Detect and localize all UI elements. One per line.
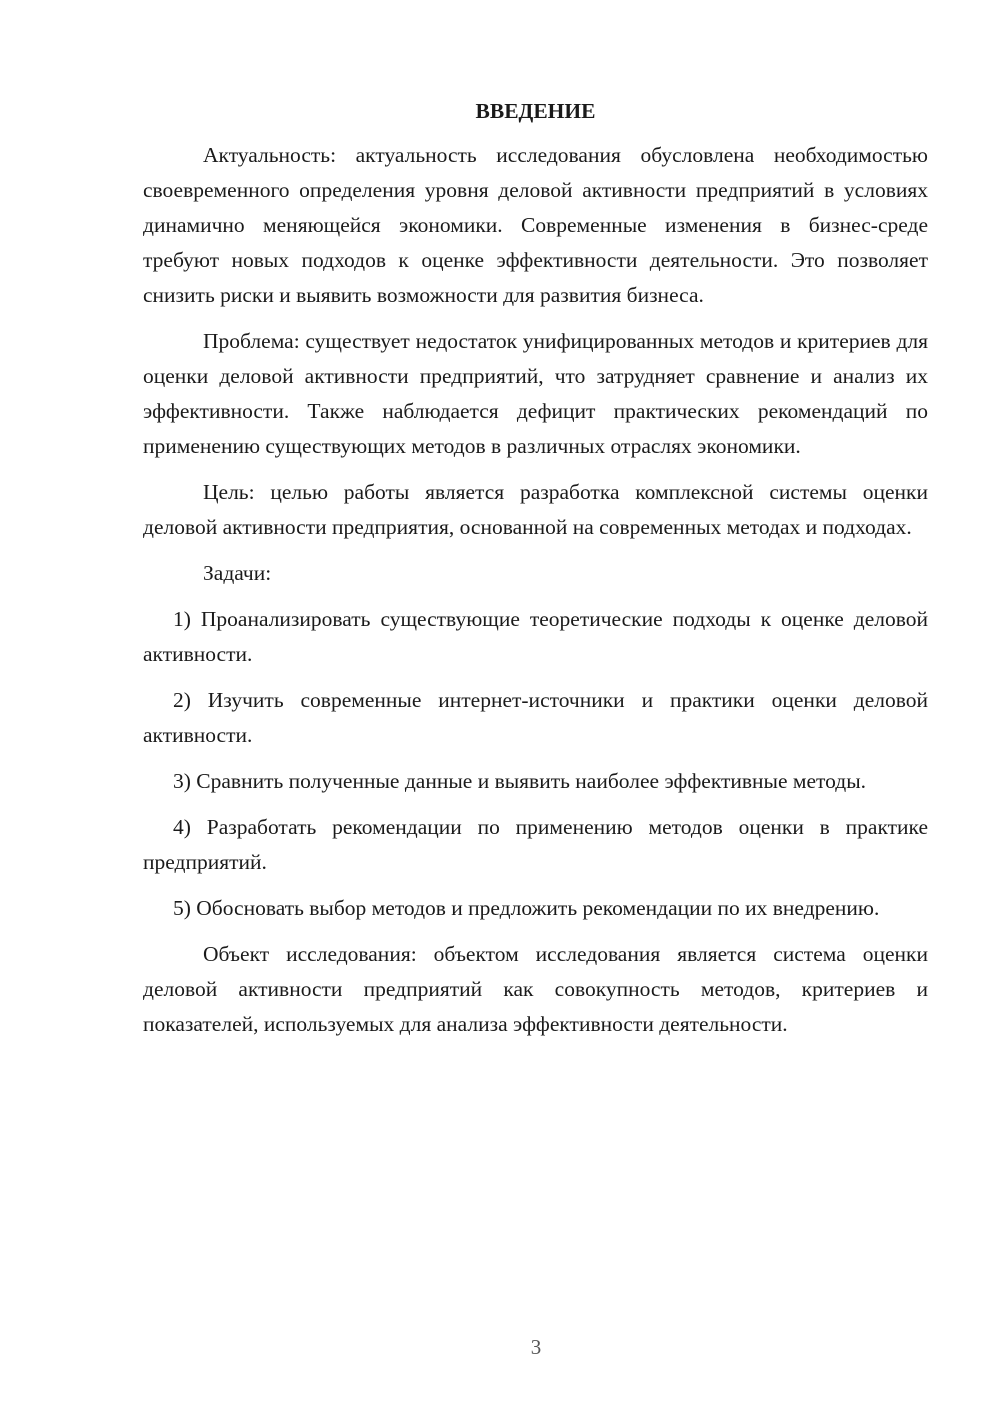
paragraph-object: Объект исследования: объектом исследования является система оценки деловой активности предприятий как совокупность методов, критериев и показателей, используемых для анализа эффективности деятельности. <box>143 942 928 1036</box>
page-number: 3 <box>530 1335 542 1359</box>
paragraph-problem: Проблема: существует недостаток унифицированных методов и критериев для оценки деловой активности предприятий, что затрудняет сравнение и анализ их эффективности. Также наблюдается дефицит практических рекомендаций по применению существующих методов в различных отраслях экономики. <box>143 329 928 458</box>
paragraph-goal: Цель: целью работы является разработка комплексной системы оценки деловой активности предприятия, основанной на современных методах и подходах. <box>143 480 928 539</box>
paragraph-tasks-heading: Задачи: <box>203 561 272 585</box>
task-item-4: 4) Разработать рекомендации по применению методов оценки в практике предприятий. <box>143 815 928 874</box>
page-content <box>143 94 928 1053</box>
task-item-2: 2) Изучить современные интернет-источники и практики оценки деловой активности. <box>143 688 928 747</box>
task-item-1: 1) Проанализировать существующие теоретические подходы к оценке деловой активности. <box>143 607 928 666</box>
page-title: ВВЕДЕНИЕ <box>475 99 596 123</box>
task-item-3: 3) Сравнить полученные данные и выявить наиболее эффективные методы. <box>173 769 867 793</box>
paragraph-relevance: Актуальность: актуальность исследования обусловлена необходимостью своевременного определения уровня деловой активности предприятий в условиях динамично меняющейся экономики. Современные изменения в бизнес-среде требуют новых подходов к оценке эффективности деятельности. Это позволяет снизить риски и выявить возможности для развития бизнеса. <box>143 143 928 307</box>
task-item-5: 5) Обосновать выбор методов и предложить рекомендации по их внедрению. <box>173 896 880 920</box>
